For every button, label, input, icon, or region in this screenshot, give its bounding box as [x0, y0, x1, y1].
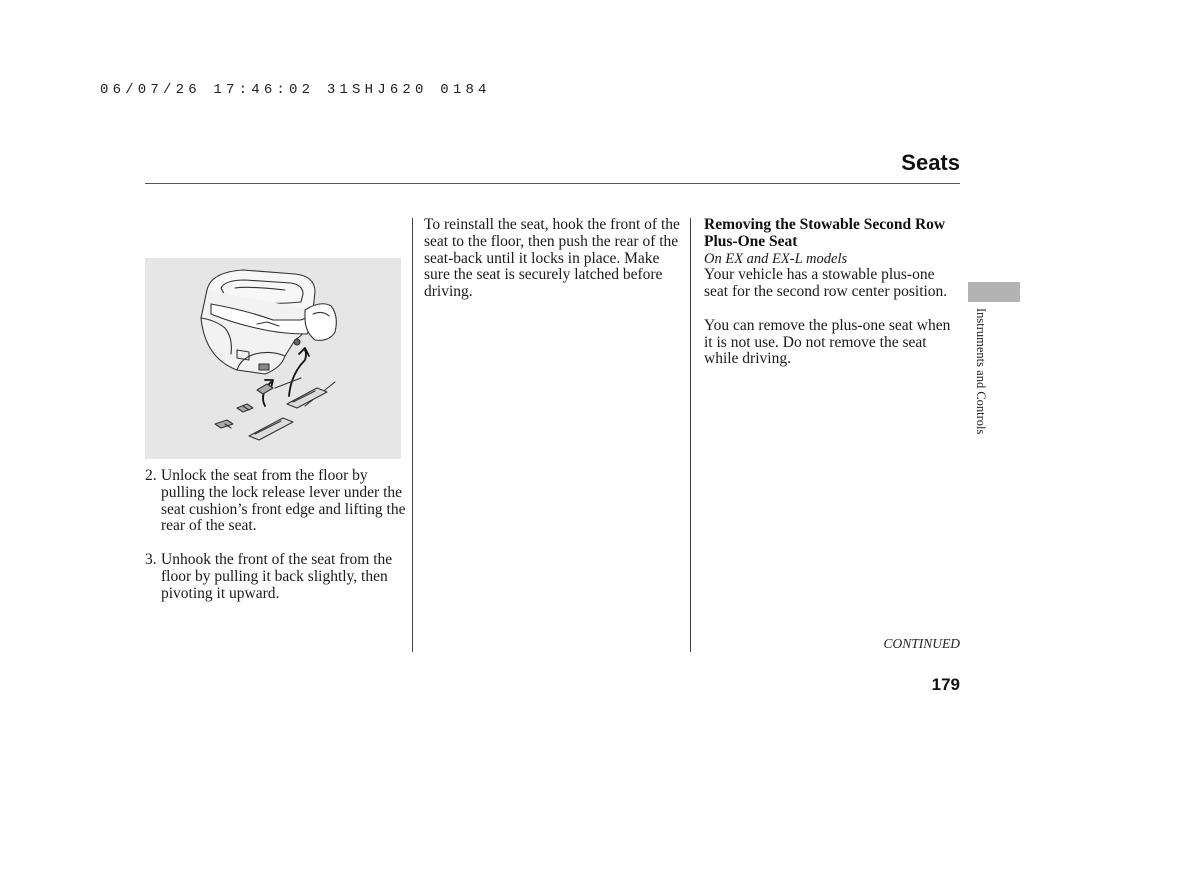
- chapter-tab: [968, 282, 1020, 302]
- seat-illustration: [145, 258, 401, 459]
- removal-paragraph: You can remove the plus-one seat when it is not use. Do not remove the seat while driving.: [704, 316, 951, 368]
- page-number: 179: [931, 675, 960, 694]
- step-text: Unlock the seat from the floor by pulling the lock release lever under the seat cushion’s front edge and lifting the rear of the seat.: [161, 467, 406, 535]
- reinstall-paragraph: To reinstall the seat, hook the front of the seat to the floor, then push the rear of the seat-back until it locks in place. Make sure the seat is securely latched before driving.: [424, 216, 680, 301]
- step-text: Unhook the front of the seat from the floor by pulling it back slightly, then pivoting it upward.: [161, 550, 393, 602]
- intro-paragraph: Your vehicle has a stowable plus-one seat for the second row center position.: [704, 266, 948, 301]
- seat-illustration-drawing: [145, 258, 401, 459]
- step-number: 2.: [145, 467, 157, 484]
- section-title: Seats: [901, 150, 960, 175]
- step-number: 3.: [145, 550, 157, 568]
- continued-note: CONTINUED: [883, 636, 960, 651]
- removal-steps-list: [145, 468, 407, 619]
- section-heading: Removing the Stowable Second Row Plus-One Seat: [704, 216, 946, 250]
- chapter-label: Instruments and Controls: [974, 308, 988, 435]
- print-stamp: 06/07/26 17:46:02 31SHJ620 0184: [100, 82, 491, 98]
- list-item: [145, 552, 407, 602]
- column-divider-left: [412, 218, 413, 652]
- stowable-seat-section: [704, 217, 960, 385]
- list-item: [145, 468, 407, 535]
- models-note: On EX and EX-L models: [704, 250, 848, 267]
- column-divider-right: [690, 218, 691, 652]
- title-rule: [145, 183, 960, 184]
